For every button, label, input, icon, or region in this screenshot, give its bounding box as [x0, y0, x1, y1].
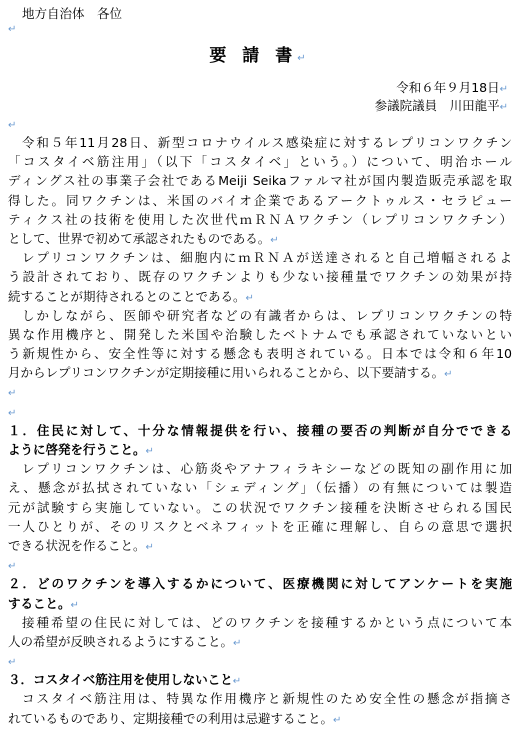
request-heading-text: ように啓発を行うこと。: [8, 442, 146, 457]
request-heading-line: ２．どのワクチンを導入するかについて、医療機関に対してアンケートを実施: [8, 576, 512, 592]
paragraph-mark-icon: ↵: [499, 84, 508, 95]
blank-line: [8, 402, 512, 421]
request-item: [8, 421, 512, 555]
paragraph-mark-icon: ↵: [270, 234, 279, 246]
intro-paragraph: [8, 248, 512, 306]
text-line-content: 月からレプリコンワクチンが定期接種に用いられることから、以下要請する。: [8, 365, 445, 381]
request-heading-line: [8, 594, 512, 613]
paragraph-mark-icon: ↵: [8, 407, 17, 419]
paragraph-mark-icon: ↵: [8, 388, 17, 400]
addressee: [8, 5, 512, 23]
blank-line: [8, 651, 512, 670]
text-line: しかしながら、医師や研究者などの有識者からは、レプリコンワクチンの特: [22, 307, 512, 323]
paragraph-mark-icon: ↵: [297, 53, 311, 64]
document-body: [8, 0, 512, 728]
text-line: レプリコンワクチンは、細胞内にｍＲＮＡが送達されると自己増幅されるよ: [22, 250, 512, 266]
paragraph-mark-icon: ↵: [8, 657, 17, 669]
paragraph-mark-icon: ↵: [233, 637, 242, 649]
text-line: え、懸念が払拭されていない「シェディング」（伝播）の有無については製造: [8, 480, 512, 496]
document-sender-text: 参議院議員 川田龍平: [374, 98, 500, 113]
text-line: [8, 536, 512, 555]
paragraph-mark-icon: ↵: [333, 714, 342, 726]
text-line: [8, 229, 512, 248]
text-line: [8, 363, 512, 382]
document-title-text: 要 請 書: [209, 46, 298, 66]
intro-paragraph: [8, 133, 512, 248]
addressee-text: 地方自治体 各位: [22, 6, 123, 21]
text-line: 一人ひとりが、そのリスクとベネフィットを正確に理解し、自らの意思で選択: [8, 518, 512, 534]
text-line: 得した。同ワクチンは、米国のバイオ企業であるアークトゥルス・セラピュー: [8, 192, 512, 208]
paragraph-mark-icon: ↵: [499, 102, 508, 113]
paragraph-mark-icon: ↵: [8, 120, 17, 131]
paragraph-mark-icon: ↵: [8, 561, 17, 573]
paragraph-mark-icon: ↵: [245, 292, 254, 304]
text-line-content: れているものであり、定期接種での利用は忌避すること。: [8, 710, 334, 726]
text-line-content: 続することが期待されるとのことである。: [8, 288, 246, 304]
text-line-content: できる状況を作ること。: [8, 537, 146, 553]
paragraph-mark-icon: ↵: [232, 676, 242, 688]
paragraph-mark-icon: ↵: [8, 24, 17, 33]
paragraph-mark-icon: ↵: [444, 369, 453, 381]
text-line: 元が試験すら実施していない。この状況でワクチン接種を決断させられる国民: [8, 499, 512, 515]
text-line: 異な作用機序と、開発した米国や治験したベトナムでも承認されていないとい: [8, 326, 512, 342]
text-line: 「コスタイベ筋注用」（以下「コスタイベ」という。）について、明治ホール: [8, 154, 512, 170]
text-line-content: 人の希望が反映されるようにすること。: [8, 633, 234, 649]
document-date-text: 令和６年９月18日: [396, 80, 500, 95]
paragraph-mark-icon: ↵: [145, 541, 154, 553]
paragraph-mark-icon: ↵: [145, 446, 154, 457]
text-line: ディングス社の事業子会社であるMeiji Seikaファルマ社が国内製造販売承認を取: [8, 173, 512, 189]
request-item: [8, 670, 512, 728]
document-title: [8, 33, 512, 79]
blank-line: [8, 115, 512, 133]
request-heading-text: すること。: [8, 595, 71, 611]
document-sender: [8, 97, 512, 115]
request-heading-line: [8, 670, 512, 689]
text-line: う新規性から、安全性等に対する懸念も表明されている。日本では令和６年10: [8, 346, 512, 362]
text-line: コスタイベ筋注用は、特異な作用機序と新規性のため安全性の懸念が指摘さ: [22, 691, 512, 707]
paragraph-mark-icon: ↵: [70, 599, 79, 611]
document-date: [8, 79, 512, 97]
text-line: 接種希望の住民に対しては、どのワクチンを接種するかという点について本: [22, 614, 512, 630]
blank-line: [8, 382, 512, 401]
blank-line: [8, 555, 512, 574]
text-line-content: として、世界で初めて承認されたものである。: [8, 230, 271, 246]
blank-line: [8, 23, 512, 33]
text-line: 令和５年11月28日、新型コロナウイルス感染症に対するレプリコンワクチン: [22, 135, 512, 150]
text-line: ティクス社の技術を使用した次世代ｍＲＮＡワクチン（レプリコンワクチン）: [8, 211, 512, 227]
text-line: [8, 709, 512, 728]
text-line: [8, 632, 512, 651]
text-line: う設計されており、既存のワクチンよりも少ない接種量でワクチンの効果が持: [8, 269, 512, 285]
request-heading-line: [8, 440, 512, 459]
text-line: レプリコンワクチンは、心筋炎やアナフィラキシーなどの既知の副作用に加: [22, 461, 512, 477]
intro-paragraph: [8, 306, 512, 383]
request-item: [8, 574, 512, 651]
request-heading-text: ３．コスタイベ筋注用を使用しないこと: [8, 672, 233, 688]
text-line: [8, 287, 512, 306]
request-heading-line: １．住民に対して、十分な情報提供を行い、接種の要否の判断が自分でできる: [8, 422, 512, 438]
